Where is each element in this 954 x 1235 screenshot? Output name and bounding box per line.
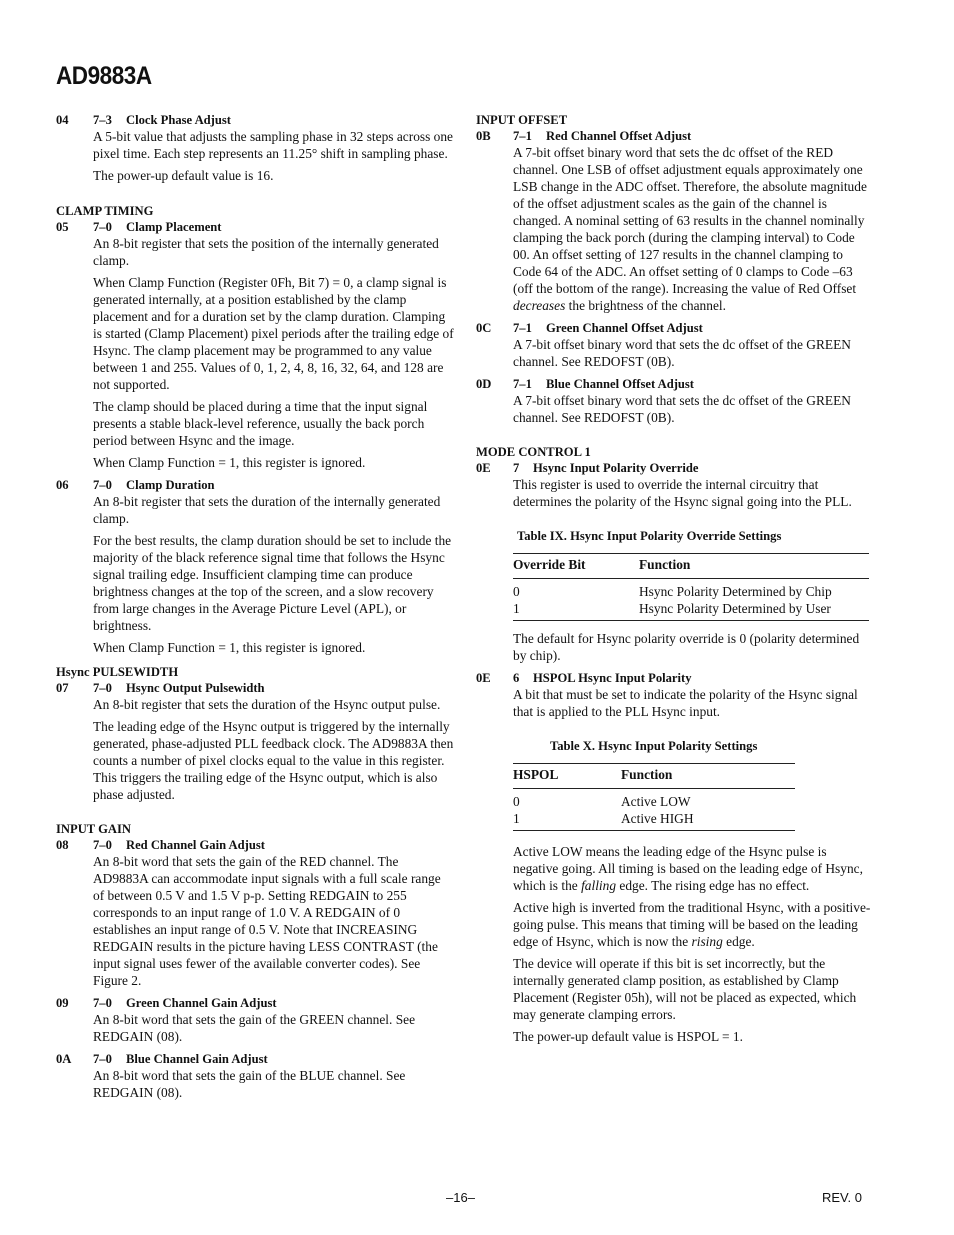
paragraph: The power-up default value is 16. (93, 168, 274, 183)
register-0c-heading (476, 320, 874, 336)
section-heading-clamp-timing: CLAMP TIMING (56, 204, 154, 218)
register-05-heading (56, 219, 454, 235)
paragraph: A 7-bit offset binary word that sets the dc offset of the GREEN channel. See REDOFST (0B). (513, 337, 851, 369)
paragraph: An 8-bit register that sets the duration of the Hsync output pulse. (93, 697, 441, 712)
table-cell: Hsync Polarity Determined by User (625, 600, 869, 621)
paragraph: When Clamp Function = 1, this register is ignored. (93, 640, 366, 655)
left-column (56, 112, 454, 1106)
paragraph: An 8-bit word that sets the gain of the RED channel. The AD9883A can accommodate input signals with a full scale range of between 0.5 V and 1.5 V p-p. Setting REDGAIN to 255 corresponds to an input range of 1.0 V. A REDGAIN of 0 establishes an input range of 0.5 V. Note that INCREASING REDGAIN results in the picture having LESS CONTRAST (the input signal uses fewer of the available converter codes). See Figure 2. (93, 854, 441, 988)
register-address: 0E (476, 461, 491, 475)
register-name: Red Channel Gain Adjust (126, 838, 265, 852)
paragraph: An 8-bit word that sets the gain of the GREEN channel. See REDGAIN (08). (93, 1012, 416, 1044)
paragraph: A bit that must be set to indicate the polarity of the Hsync signal that is applied to the PLL Hsync input. (513, 687, 858, 719)
paragraph: A 5-bit value that adjusts the sampling phase in 32 steps across one pixel time. Each step represents an 11.25° shift in sampling phase. (93, 129, 453, 161)
register-name: HSPOL Hsync Input Polarity (533, 671, 692, 685)
paragraph: When Clamp Function (Register 0Fh, Bit 7) = 0, a clamp signal is generated internally, at a position established by the clamp placement and for a duration set by the clamp duration. Clamping is started (Clamp Placement) pixel periods after the trailing edge of Hsync. The clamp placement may be programmed to any value between 1 and 255. Values of 0, 1, 2, 4, 8, 16, 32, 64, and 128 are not supported. (93, 275, 454, 392)
table-cell: 0 (513, 794, 520, 809)
register-bits: 7 (513, 461, 520, 475)
register-bits: 7–0 (93, 220, 112, 234)
register-0e-bit6-heading (476, 670, 874, 686)
register-name: Red Channel Offset Adjust (546, 129, 692, 143)
register-name: Green Channel Offset Adjust (546, 321, 703, 335)
table-10-caption: Table X. Hsync Input Polarity Settings (550, 739, 758, 753)
register-08-heading (56, 837, 454, 853)
paragraph: An 8-bit register that sets the position of the internally generated clamp. (93, 236, 439, 268)
register-09-heading (56, 995, 454, 1011)
register-address: 09 (56, 996, 69, 1010)
register-07-heading (56, 680, 454, 696)
register-bits: 7–0 (93, 996, 112, 1010)
paragraph: The default for Hsync polarity override is 0 (polarity determined by chip). (513, 631, 860, 663)
register-name: Blue Channel Offset Adjust (546, 377, 694, 391)
paragraph: The power-up default value is HSPOL = 1. (513, 1029, 743, 1044)
register-name: Blue Channel Gain Adjust (126, 1052, 268, 1066)
table-10 (513, 763, 795, 831)
table-9-caption: Table IX. Hsync Input Polarity Override Settings (517, 529, 782, 543)
paragraph: When Clamp Function = 1, this register is ignored. (93, 455, 366, 470)
register-0a-heading (56, 1051, 454, 1067)
register-address: 0A (56, 1052, 72, 1066)
register-address: 05 (56, 220, 69, 234)
section-heading-hsync-pulsewidth: Hsync PULSEWIDTH (56, 665, 179, 679)
register-name: Hsync Output Pulsewidth (126, 681, 265, 695)
paragraph: The clamp should be placed during a time that the input signal presents a stable black-level reference, usually the back porch period between Hsync and the image. (93, 399, 428, 448)
paragraph: A 7-bit offset binary word that sets the dc offset of the GREEN channel. See REDOFST (0B). (513, 393, 851, 425)
register-bits: 7–0 (93, 1052, 112, 1066)
register-address: 0C (476, 321, 492, 335)
table-cell: Hsync Polarity Determined by Chip (639, 584, 832, 599)
table-cell: 0 (513, 584, 520, 599)
table-header: Function (607, 764, 795, 789)
register-address: 07 (56, 681, 69, 695)
paragraph: An 8-bit word that sets the gain of the BLUE channel. See REDGAIN (08). (93, 1068, 406, 1100)
register-0e-bit7-heading (476, 460, 874, 476)
table-cell: Active LOW (621, 794, 691, 809)
register-name: Clock Phase Adjust (126, 113, 231, 127)
register-address: 04 (56, 113, 69, 127)
register-bits: 7–0 (93, 681, 112, 695)
section-heading-input-offset: INPUT OFFSET (476, 113, 568, 127)
document-title: AD9883A (56, 62, 152, 90)
table-header: HSPOL (513, 764, 607, 789)
register-address: 06 (56, 478, 69, 492)
register-bits: 7–0 (93, 838, 112, 852)
register-bits: 7–1 (513, 377, 532, 391)
paragraph: An 8-bit register that sets the duration of the internally generated clamp. (93, 494, 441, 526)
page-number: –16– (446, 1190, 475, 1205)
paragraph: The leading edge of the Hsync output is triggered by the internally generated, phase-adjusted PLL feedback clock. The AD9883A then counts a number of pixel clocks equal to the value in this register. This triggers the trailing edge of the Hsync output, which is also phase adjusted. (93, 719, 454, 802)
register-address: 0B (476, 129, 491, 143)
register-0d-heading (476, 376, 874, 392)
register-bits: 7–1 (513, 129, 532, 143)
paragraph: A 7-bit offset binary word that sets the dc offset of the RED channel. One LSB of offset adjustment equals approximately one LSB change in the ADC offset. Therefore, the absolute magnitude of the offset adjustment scales as the gain of the channel is changed. A nominal setting of 63 results in the channel nominally clamping the back porch (during the clamping interval) to Code 00. An offset setting of 127 results in the channel clamping to Code 64 of the ADC. An offset setting of 0 clamps to Code –63 (off the bottom of the range). Increasing the value of Red Offset decreases the brightness of the channel. (513, 145, 867, 313)
register-bits: 6 (513, 671, 520, 685)
register-address: 0E (476, 671, 491, 685)
register-bits: 7–3 (93, 113, 112, 127)
register-bits: 7–0 (93, 478, 112, 492)
register-name: Clamp Duration (126, 478, 215, 492)
table-row (513, 789, 795, 811)
table-header: Override Bit (513, 554, 625, 579)
table-cell: 1 (513, 810, 607, 831)
section-heading-mode-control: MODE CONTROL 1 (476, 445, 591, 459)
register-06-heading (56, 477, 454, 493)
paragraph: For the best results, the clamp duration should be set to include the majority of the black reference signal time that follows the Hsync signal trailing edge. Insufficient clamping time can produce brightness changes at the top of the screen, and a slow recovery from large changes in the Average Picture Level (APL), or brightness. (93, 533, 452, 633)
table-header: Function (625, 554, 869, 579)
section-heading-input-gain: INPUT GAIN (56, 822, 131, 836)
paragraph: The device will operate if this bit is set incorrectly, but the internally generated clamp position, as established by Clamp Placement (Register 05h), will not be placed as expected, which may generate clamping errors. (513, 956, 857, 1022)
table-row (513, 600, 869, 621)
table-row (513, 579, 869, 601)
register-address: 0D (476, 377, 492, 391)
register-0b-heading (476, 128, 874, 144)
paragraph: This register is used to override the internal circuitry that determines the polarity of the Hsync signal going into the PLL. (513, 477, 852, 509)
register-04-heading (56, 112, 454, 128)
table-row (513, 810, 795, 831)
paragraph: Active high is inverted from the traditional Hsync, with a positive-going pulse. This means that timing will be based on the leading edge of Hsync, which is now the rising edge. (513, 900, 871, 949)
register-name: Hsync Input Polarity Override (533, 461, 699, 475)
table-cell: Active HIGH (607, 810, 795, 831)
register-address: 08 (56, 838, 69, 852)
register-name: Green Channel Gain Adjust (126, 996, 277, 1010)
table-9 (513, 553, 869, 621)
paragraph: Active LOW means the leading edge of the Hsync pulse is negative going. All timing is based on the leading edge of Hsync, which is the falling edge. The rising edge has no effect. (513, 844, 863, 893)
revision-label: REV. 0 (822, 1190, 862, 1205)
register-bits: 7–1 (513, 321, 532, 335)
table-cell: 1 (513, 600, 625, 621)
right-column (476, 112, 874, 1050)
register-name: Clamp Placement (126, 220, 222, 234)
